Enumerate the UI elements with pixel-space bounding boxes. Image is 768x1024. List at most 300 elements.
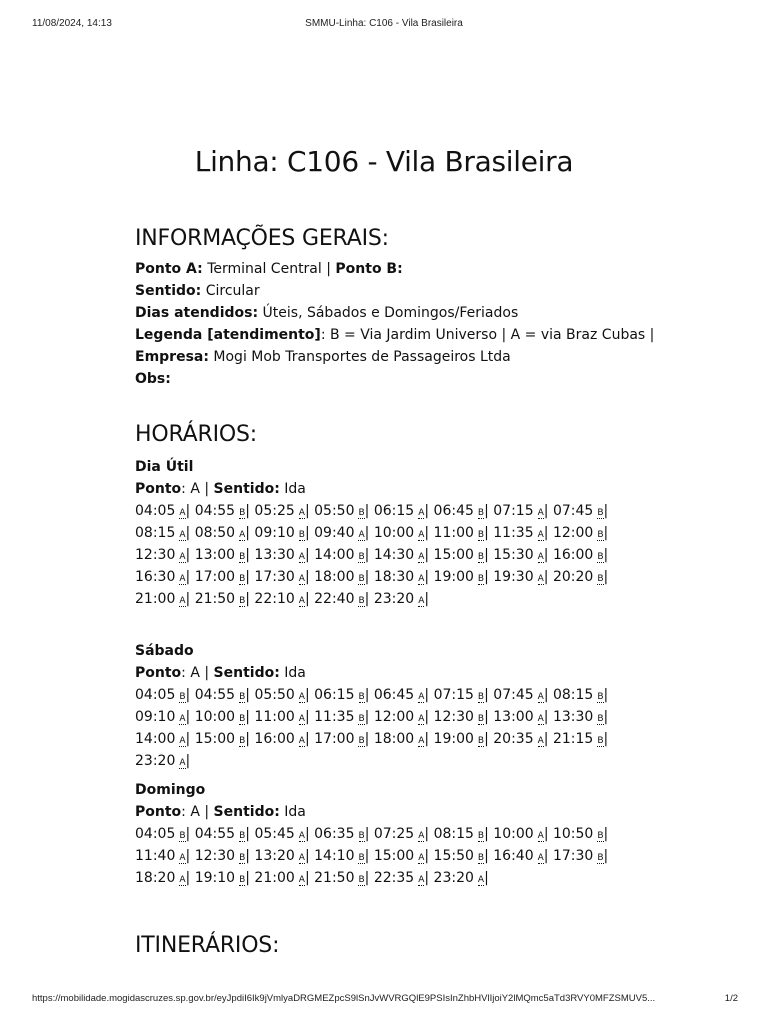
route-abbr: B [298, 530, 305, 540]
route-abbr: A [298, 714, 305, 724]
time-value: 09:40 [314, 525, 355, 541]
sentido-label: Sentido: [213, 665, 280, 681]
empresa-label: Empresa: [135, 349, 209, 365]
schedule-time: 17:30 A| [254, 569, 310, 585]
route-abbr: B [358, 692, 365, 702]
ponto-b-label: Ponto B: [335, 261, 403, 277]
route-abbr: A [418, 508, 425, 518]
time-value: 14:00 [314, 547, 355, 563]
empresa-value: Mogi Mob Transportes de Passageiros Ltda [213, 349, 511, 365]
time-value: 15:30 [493, 547, 534, 563]
time-value: 11:35 [493, 525, 534, 541]
time-value: 17:30 [552, 848, 594, 864]
route-abbr: A [537, 530, 544, 540]
route-abbr: B [239, 596, 246, 606]
schedule-time: 13:00 A| [493, 709, 549, 725]
schedule-time: 12:30 B| [433, 709, 489, 725]
schedule-time: 19:00 B| [433, 731, 489, 747]
day-title: Sábado [135, 643, 194, 659]
route-abbr: B [477, 736, 485, 746]
time-value: 15:00 [433, 547, 474, 563]
time-value: 23:20 [135, 753, 176, 769]
time-value: 20:20 [552, 569, 594, 585]
time-value: 10:00 [373, 525, 415, 541]
time-value: 17:00 [194, 569, 236, 585]
route-abbr: B [597, 530, 604, 540]
time-value: 15:50 [433, 848, 474, 864]
schedule-time: 23:20 A| [373, 591, 430, 607]
schedule-time: 04:05 B| [135, 826, 191, 842]
schedule-time: 11:35 A| [493, 525, 549, 541]
schedule-time: 04:55 B| [194, 503, 250, 519]
schedule-time: 14:00 A| [135, 731, 191, 747]
time-value: 15:00 [373, 848, 415, 864]
time-value: 07:15 [433, 687, 474, 703]
time-value: 18:00 [373, 731, 415, 747]
route-abbr: B [477, 574, 485, 584]
time-value: 11:00 [433, 525, 474, 541]
schedule-time: 19:10 B| [194, 870, 250, 886]
time-value: 13:00 [493, 709, 534, 725]
schedule-time: 21:00 A| [254, 870, 310, 886]
route-abbr: A [179, 736, 186, 746]
route-abbr: A [179, 714, 186, 724]
schedule-time: 22:10 A| [254, 591, 310, 607]
schedule-time: 07:45 A| [493, 687, 549, 703]
schedule-time: 16:40 A| [493, 848, 549, 864]
schedule-time: 05:45 A| [254, 826, 310, 842]
route-abbr: A [418, 875, 425, 885]
route-abbr: A [418, 574, 425, 584]
time-value: 04:05 [135, 503, 176, 519]
sentido-value: Circular [205, 283, 260, 299]
route-abbr: A [537, 692, 544, 702]
time-value: 07:15 [493, 503, 534, 519]
time-value: 18:20 [135, 870, 176, 886]
schedule-time: 16:30 A| [135, 569, 191, 585]
schedule-time: 15:30 A| [493, 547, 549, 563]
route-abbr: A [298, 508, 305, 518]
route-abbr: A [537, 508, 544, 518]
schedule-time: 05:25 A| [254, 503, 310, 519]
schedule-time: 18:00 B| [314, 569, 370, 585]
time-value: 08:15 [433, 826, 474, 842]
schedule-time: 15:00 B| [194, 731, 250, 747]
time-value: 05:50 [254, 687, 295, 703]
page-number: 1/2 [724, 993, 738, 1004]
route-abbr: B [239, 831, 246, 841]
time-value: 21:50 [194, 591, 236, 607]
page-title: Linha: C106 - Vila Brasileira [194, 145, 574, 178]
schedule-time: 07:45 B| [552, 503, 609, 519]
time-value: 14:10 [314, 848, 355, 864]
schedule-time: 08:15 B| [552, 687, 609, 703]
sentido-value: Ida [284, 481, 306, 497]
time-value: 23:20 [373, 591, 415, 607]
time-value: 05:25 [254, 503, 295, 519]
sentido-label: Sentido: [213, 804, 280, 820]
route-abbr: A [179, 596, 186, 606]
route-abbr: B [358, 714, 365, 724]
ponto-value: : A | [181, 481, 210, 497]
time-value: 06:45 [433, 503, 474, 519]
route-abbr: B [477, 530, 485, 540]
time-value: 06:15 [314, 687, 355, 703]
route-abbr: A [418, 831, 425, 841]
time-value: 16:00 [552, 547, 594, 563]
route-abbr: A [179, 530, 186, 540]
time-value: 04:05 [135, 826, 176, 842]
time-value: 16:30 [135, 569, 176, 585]
schedule-time: 13:30 B| [552, 709, 609, 725]
time-value: 13:00 [194, 547, 236, 563]
schedule-time: 22:35 A| [373, 870, 430, 886]
time-value: 21:50 [314, 870, 355, 886]
route-abbr: A [418, 596, 425, 606]
time-value: 16:00 [254, 731, 295, 747]
schedule-time: 15:00 A| [373, 848, 430, 864]
schedule-time: 12:30 A| [135, 547, 191, 563]
time-value: 17:30 [254, 569, 295, 585]
route-abbr: A [179, 508, 186, 518]
route-abbr: B [477, 831, 485, 841]
ponto-line [135, 258, 403, 280]
sentido-line [135, 280, 260, 302]
schedule-util [135, 500, 635, 610]
time-value: 08:15 [135, 525, 176, 541]
schedule-time: 07:15 B| [433, 687, 489, 703]
route-abbr: A [358, 530, 365, 540]
time-value: 11:35 [314, 709, 355, 725]
print-header [0, 18, 768, 32]
route-abbr: B [597, 552, 604, 562]
dias-label: Dias atendidos: [135, 305, 259, 321]
ponto-label: Ponto [135, 665, 182, 681]
time-value: 19:00 [433, 731, 474, 747]
time-value: 09:10 [254, 525, 295, 541]
schedule-time: 09:10 B| [254, 525, 310, 541]
time-value: 04:55 [194, 503, 236, 519]
route-abbr: B [477, 853, 485, 863]
time-value: 21:00 [135, 591, 176, 607]
time-value: 13:30 [552, 709, 594, 725]
time-value: 10:00 [194, 709, 236, 725]
time-value: 14:00 [135, 731, 176, 747]
schedule-time: 09:40 A| [314, 525, 370, 541]
schedule-time: 23:20 A| [433, 870, 489, 886]
time-value: 08:15 [552, 687, 594, 703]
route-abbr: A [179, 758, 186, 768]
time-value: 20:35 [493, 731, 534, 747]
route-abbr: A [179, 552, 186, 562]
route-abbr: A [298, 853, 305, 863]
schedule-sabado [135, 684, 635, 772]
time-value: 19:30 [493, 569, 534, 585]
route-abbr: B [597, 831, 604, 841]
route-abbr: B [358, 875, 365, 885]
schedule-time: 08:15 A| [135, 525, 191, 541]
time-value: 14:30 [373, 547, 415, 563]
route-abbr: A [239, 530, 246, 540]
route-abbr: B [597, 574, 604, 584]
route-abbr: B [477, 508, 485, 518]
ponto-sentido-domingo [135, 801, 306, 823]
time-value: 04:05 [135, 687, 176, 703]
route-abbr: B [239, 875, 246, 885]
schedule-time: 11:00 B| [433, 525, 489, 541]
schedule-time: 16:00 A| [254, 731, 310, 747]
schedule-time: 23:20 A| [135, 753, 191, 769]
schedule-time: 15:50 B| [433, 848, 489, 864]
route-abbr: A [418, 552, 425, 562]
print-url[interactable]: https://mobilidade.mogidascruzes.sp.gov.br/eyJpdiI6Ik9jVmlyaDRGMEZpcS9lSnJvWVRGQlE9PSIsInZhbHVlIjoiY2lMQmc5aTd3RVY0MFZSMUV5... [32, 993, 656, 1004]
time-value: 11:40 [135, 848, 176, 864]
schedule-time: 22:40 B| [314, 591, 370, 607]
route-abbr: A [537, 714, 544, 724]
ponto-value: : A | [181, 804, 210, 820]
schedule-time: 05:50 A| [254, 687, 310, 703]
time-value: 19:00 [433, 569, 474, 585]
dias-value: Úteis, Sábados e Domingos/Feriados [262, 305, 519, 321]
schedule-time: 13:20 A| [254, 848, 310, 864]
schedule-time: 14:30 A| [373, 547, 430, 563]
route-abbr: B [239, 574, 246, 584]
route-abbr: B [358, 552, 365, 562]
day-title: Dia Útil [135, 459, 194, 475]
route-abbr: B [239, 714, 246, 724]
time-value: 19:10 [194, 870, 236, 886]
time-value: 12:30 [194, 848, 236, 864]
time-value: 13:20 [254, 848, 295, 864]
schedule-time: 19:00 B| [433, 569, 489, 585]
schedule-time: 12:00 B| [552, 525, 609, 541]
schedule-time: 19:30 A| [493, 569, 549, 585]
route-abbr: B [597, 692, 604, 702]
day-title-sabado [135, 640, 194, 662]
route-abbr: A [537, 831, 544, 841]
legenda-line [135, 324, 654, 346]
time-value: 12:00 [552, 525, 594, 541]
schedule-time: 11:35 B| [314, 709, 370, 725]
schedule-time: 18:20 A| [135, 870, 191, 886]
print-footer [0, 993, 768, 1007]
ponto-sentido-sabado [135, 662, 306, 684]
route-abbr: A [179, 853, 186, 863]
time-value: 18:30 [373, 569, 415, 585]
time-value: 16:40 [493, 848, 534, 864]
ponto-sentido-util [135, 478, 306, 500]
schedule-time: 07:25 A| [373, 826, 430, 842]
route-abbr: B [597, 853, 604, 863]
ponto-a-value: Terminal Central | [207, 261, 331, 277]
schedule-time: 06:35 B| [314, 826, 370, 842]
time-value: 12:00 [373, 709, 415, 725]
time-value: 11:00 [254, 709, 295, 725]
route-abbr: A [298, 596, 305, 606]
time-value: 10:50 [552, 826, 594, 842]
sentido-value: Ida [284, 665, 306, 681]
obs-label: Obs: [135, 371, 171, 387]
route-abbr: A [298, 831, 305, 841]
sentido-label: Sentido: [213, 481, 280, 497]
legenda-value: : B = Via Jardim Universo | A = via Braz Cubas | [320, 327, 655, 343]
schedule-time: 05:50 B| [314, 503, 370, 519]
schedule-time: 14:00 B| [314, 547, 370, 563]
schedule-time: 18:00 A| [373, 731, 430, 747]
schedule-time: 21:50 B| [194, 591, 250, 607]
route-abbr: A [418, 736, 425, 746]
sentido-value: Ida [284, 804, 306, 820]
time-value: 22:40 [314, 591, 355, 607]
route-abbr: B [358, 574, 365, 584]
time-value: 07:45 [552, 503, 594, 519]
ponto-label: Ponto [135, 481, 182, 497]
schedule-time: 11:40 A| [135, 848, 191, 864]
route-abbr: B [477, 714, 485, 724]
dias-line [135, 302, 518, 324]
time-value: 06:15 [373, 503, 415, 519]
route-abbr: A [537, 736, 544, 746]
schedule-time: 16:00 B| [552, 547, 609, 563]
time-value: 05:50 [314, 503, 355, 519]
schedule-time: 10:00 A| [373, 525, 430, 541]
time-value: 09:10 [135, 709, 176, 725]
schedule-time: 10:00 A| [493, 826, 549, 842]
schedule-time: 14:10 B| [314, 848, 370, 864]
schedule-time: 13:30 A| [254, 547, 310, 563]
legenda-label: Legenda [atendimento] [135, 327, 321, 343]
route-abbr: A [418, 692, 425, 702]
route-abbr: A [298, 875, 305, 885]
route-abbr: B [358, 596, 365, 606]
obs-line [135, 368, 171, 390]
route-abbr: B [239, 736, 246, 746]
time-value: 18:00 [314, 569, 355, 585]
time-value: 05:45 [254, 826, 295, 842]
schedule-time: 21:50 B| [314, 870, 370, 886]
route-abbr: B [239, 692, 246, 702]
sentido-label: Sentido: [135, 283, 202, 299]
time-value: 13:30 [254, 547, 295, 563]
day-title-domingo [135, 779, 205, 801]
schedule-time: 15:00 B| [433, 547, 489, 563]
itinerarios-heading: ITINERÁRIOS: [135, 933, 280, 958]
time-value: 08:50 [194, 525, 236, 541]
route-abbr: A [537, 552, 544, 562]
schedule-time: 10:50 B| [552, 826, 609, 842]
time-value: 22:10 [254, 591, 295, 607]
route-abbr: B [358, 831, 365, 841]
route-abbr: A [418, 530, 425, 540]
time-value: 04:55 [194, 826, 236, 842]
schedule-time: 04:05 A| [135, 503, 191, 519]
time-value: 07:25 [373, 826, 415, 842]
schedule-time: 07:15 A| [493, 503, 549, 519]
schedule-time: 08:15 B| [433, 826, 489, 842]
route-abbr: B [358, 853, 365, 863]
route-abbr: B [179, 692, 186, 702]
schedule-time: 18:30 A| [373, 569, 430, 585]
route-abbr: B [477, 692, 485, 702]
time-value: 06:35 [314, 826, 355, 842]
route-abbr: A [298, 692, 305, 702]
time-value: 04:55 [194, 687, 236, 703]
print-doc-title: SMMU-Linha: C106 - Vila Brasileira [305, 18, 463, 29]
route-abbr: B [597, 736, 604, 746]
route-abbr: B [597, 714, 604, 724]
schedule-time: 04:55 B| [194, 687, 250, 703]
schedule-time: 17:30 B| [552, 848, 609, 864]
route-abbr: A [418, 714, 425, 724]
time-value: 15:00 [194, 731, 236, 747]
route-abbr: A [477, 875, 485, 885]
route-abbr: A [537, 853, 544, 863]
horarios-heading: HORÁRIOS: [135, 422, 257, 447]
empresa-line [135, 346, 511, 368]
day-title-util [135, 456, 193, 478]
day-title: Domingo [135, 782, 206, 798]
schedule-time: 21:00 A| [135, 591, 191, 607]
time-value: 06:45 [373, 687, 415, 703]
schedule-time: 10:00 B| [194, 709, 250, 725]
route-abbr: B [597, 508, 604, 518]
route-abbr: A [298, 574, 305, 584]
route-abbr: B [179, 831, 186, 841]
route-abbr: B [239, 508, 246, 518]
route-abbr: A [298, 552, 305, 562]
route-abbr: A [418, 853, 425, 863]
schedule-time: 04:05 B| [135, 687, 191, 703]
ponto-value: : A | [181, 665, 210, 681]
time-value: 21:15 [552, 731, 594, 747]
route-abbr: A [537, 574, 544, 584]
route-abbr: B [239, 853, 246, 863]
general-info-heading: INFORMAÇÕES GERAIS: [135, 226, 389, 251]
schedule-time: 20:35 A| [493, 731, 549, 747]
schedule-time: 12:30 B| [194, 848, 250, 864]
time-value: 07:45 [493, 687, 534, 703]
schedule-time: 06:45 A| [373, 687, 430, 703]
schedule-time: 20:20 B| [552, 569, 609, 585]
schedule-time: 04:55 B| [194, 826, 250, 842]
schedule-time: 21:15 B| [552, 731, 609, 747]
schedule-time: 17:00 B| [194, 569, 250, 585]
route-abbr: B [477, 552, 485, 562]
schedule-time: 06:15 B| [314, 687, 370, 703]
route-abbr: A [179, 574, 186, 584]
schedule-time: 06:15 A| [373, 503, 430, 519]
time-value: 12:30 [433, 709, 474, 725]
schedule-time: 09:10 A| [135, 709, 191, 725]
route-abbr: B [358, 508, 365, 518]
schedule-time: 17:00 B| [314, 731, 370, 747]
time-value: 12:30 [135, 547, 176, 563]
ponto-label: Ponto [135, 804, 182, 820]
time-value: 21:00 [254, 870, 295, 886]
route-abbr: B [358, 736, 365, 746]
route-abbr: A [179, 875, 186, 885]
schedule-time: 13:00 B| [194, 547, 250, 563]
schedule-time: 11:00 A| [254, 709, 310, 725]
schedule-domingo [135, 823, 635, 889]
schedule-time: 12:00 A| [373, 709, 430, 725]
time-value: 17:00 [314, 731, 355, 747]
schedule-time: 06:45 B| [433, 503, 489, 519]
schedule-time: 08:50 A| [194, 525, 250, 541]
time-value: 23:20 [433, 870, 474, 886]
time-value: 22:35 [373, 870, 415, 886]
route-abbr: B [239, 552, 246, 562]
